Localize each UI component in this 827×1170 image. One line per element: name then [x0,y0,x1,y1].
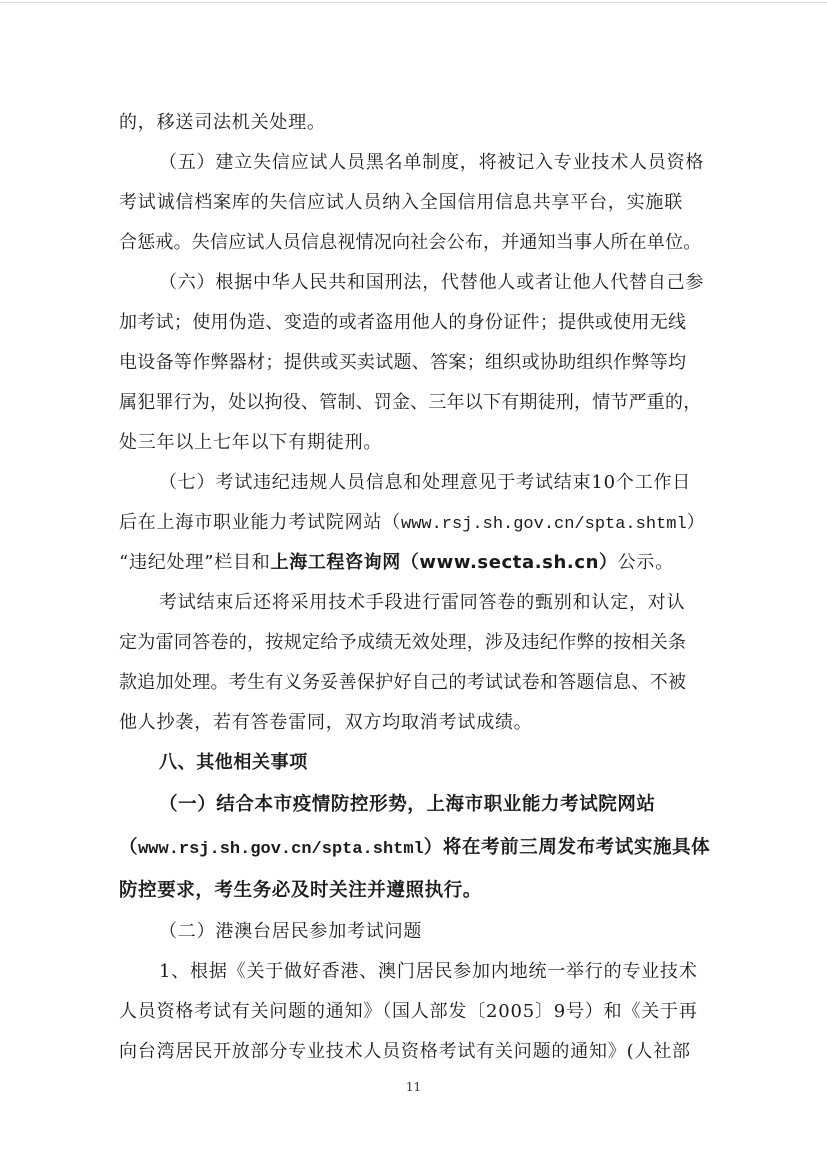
text-segment: “违纪处理”栏目和 [119,552,271,573]
text-segment: （ [119,837,139,858]
text-segment: ） [686,512,706,533]
text-line: 处三年以上七年以下有期徒刑。 [119,432,383,453]
text-line: 1、根据《关于做好香港、澳门居民参加内地统一举行的专业技术 [159,961,698,982]
text-line: 的，移送司法机关处理。 [119,112,326,133]
text-line: （七）考试违纪违规人员信息和处理意见于考试结束10个工作日 [159,472,692,493]
page-number: 11 [405,1080,422,1094]
text-line: （六）根据中华人民共和国刑法，代替他人或者让他人代替自己参 [159,272,705,293]
document-body [119,107,719,1068]
text-line: 电设备等作弊器材；提供或买卖试题、答案；组织或协助组织作弊等均 [119,352,687,373]
text-line: 考试结束后还将采用技术手段进行雷同答卷的甄别和认定，对认 [159,592,686,613]
text-line-bold: 防控要求，考生务必及时关注并遵照执行。 [119,880,482,901]
text-line [119,547,719,579]
website-name-bold: 上海工程咨询网（www.secta.sh.cn） [270,552,618,573]
text-line-bold: （一）结合本市疫情防控形势，上海市职业能力考试院网站 [159,794,656,815]
text-line: （五）建立失信应试人员黑名单制度，将被记入专业技术人员资格 [159,152,705,173]
text-line: 款追加处理。考生有义务妥善保护好自己的考试试卷和答题信息、不被 [119,672,687,693]
text-line: 考试诚信档案库的失信应试人员纳入全国信用信息共享平台，实施联 [119,192,683,213]
text-line-bold [119,830,719,865]
text-line: 人员资格考试有关问题的通知》（国人部发〔2005〕9号）和《关于再 [119,1001,698,1022]
text-line: 属犯罪行为，处以拘役、管制、罚金、三年以下有期徒刑，情节严重的， [119,392,702,413]
text-segment: 公示。 [617,552,675,573]
text-line: 加考试；使用伪造、变造的或者盗用他人的身份证件；提供或使用无线 [119,312,687,333]
website-url: www.rsj.sh.gov.cn/spta.shtml [401,515,687,534]
text-line: 向台湾居民开放部分专业技术人员资格考试有关问题的通知》(人社部 [119,1041,691,1062]
website-url: www.rsj.sh.gov.cn/spta.shtml [138,840,424,859]
subsection-heading: （二）港澳台居民参加考试问题 [159,921,423,942]
text-line: 合惩戒。失信应试人员信息视情况向社会公布，并通知当事人所在单位。 [119,232,702,253]
text-segment: ）将在考前三周发布考试实施具体 [423,837,711,858]
text-line [119,507,719,539]
text-segment: 后在上海市职业能力考试院网站（ [119,512,401,533]
text-line: 他人抄袭，若有答卷雷同，双方均取消考试成绩。 [119,712,533,733]
section-heading: 八、其他相关事项 [159,752,308,773]
top-border [0,2,827,3]
text-line: 定为雷同答卷的，按规定给予成绩无效处理，涉及违纪作弊的按相关条 [119,632,687,653]
